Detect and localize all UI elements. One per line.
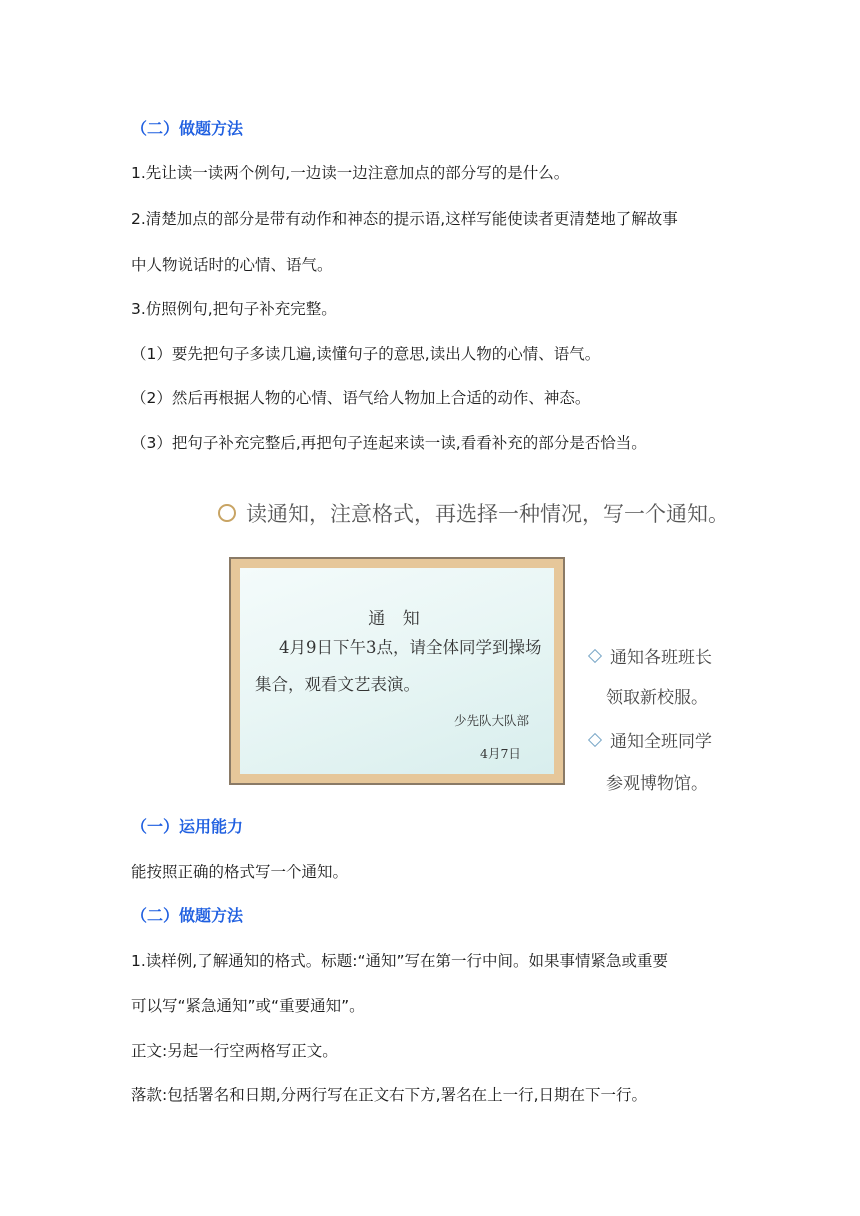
circle-icon: [218, 504, 236, 522]
notice-date: 4月7日: [480, 746, 521, 761]
task-text: 读通知，注意格式，再选择一种情况，写一个通知。: [246, 502, 729, 526]
paragraph: 1.先让读一读两个例句,一边读一边注意加点的部分写的是什么。: [131, 164, 570, 182]
notice-title: 通 知: [368, 609, 426, 629]
section-heading-method: （二）做题方法: [131, 906, 244, 925]
option-text: 通知全班同学: [610, 732, 712, 752]
section-heading-ability: （一）运用能力: [131, 817, 244, 836]
paragraph: 能按照正确的格式写一个通知。: [131, 863, 349, 881]
paragraph: （3）把句子补充完整后,再把句子连起来读一读,看看补充的部分是否恰当。: [131, 434, 647, 452]
paragraph: （2）然后再根据人物的心情、语气给人物加上合适的动作、神态。: [131, 389, 591, 407]
paragraph: 正文:另起一行空两格写正文。: [131, 1042, 338, 1060]
notice-signature: 少先队大队部: [454, 713, 530, 728]
textbook-figure: [212, 490, 729, 798]
paragraph: 1.读样例,了解通知的格式。标题:“通知”写在第一行中间。如果事情紧急或重要: [131, 952, 669, 970]
paragraph: 中人物说话时的心情、语气。: [131, 256, 333, 274]
option-line: [586, 643, 712, 668]
paragraph: （1）要先把句子多读几遍,读懂句子的意思,读出人物的心情、语气。: [131, 345, 601, 363]
notice-paper: [240, 568, 554, 774]
diamond-icon: [588, 733, 602, 747]
notice-body-line: 4月9日下午3点，请全体同学到操场: [279, 638, 542, 657]
paragraph: 落款:包括署名和日期,分两行写在正文右下方,署名在上一行,日期在下一行。: [131, 1086, 648, 1104]
option-line: [586, 727, 712, 752]
section-heading-method: （二）做题方法: [131, 119, 244, 138]
paragraph: 3.仿照例句,把句子补充完整。: [131, 300, 337, 318]
paragraph: 2.清楚加点的部分是带有动作和神态的提示语,这样写能使读者更清楚地了解故事: [131, 210, 678, 228]
option-line: 参观博物馆。: [606, 774, 708, 794]
notice-body-line: 集合，观看文艺表演。: [255, 675, 420, 694]
option-line: 领取新校服。: [606, 688, 708, 708]
notice-board: [229, 557, 565, 785]
task-instruction: [218, 498, 729, 528]
option-text: 通知各班班长: [610, 648, 712, 668]
paragraph: 可以写“紧急通知”或“重要通知”。: [131, 997, 365, 1015]
diamond-icon: [588, 649, 602, 663]
